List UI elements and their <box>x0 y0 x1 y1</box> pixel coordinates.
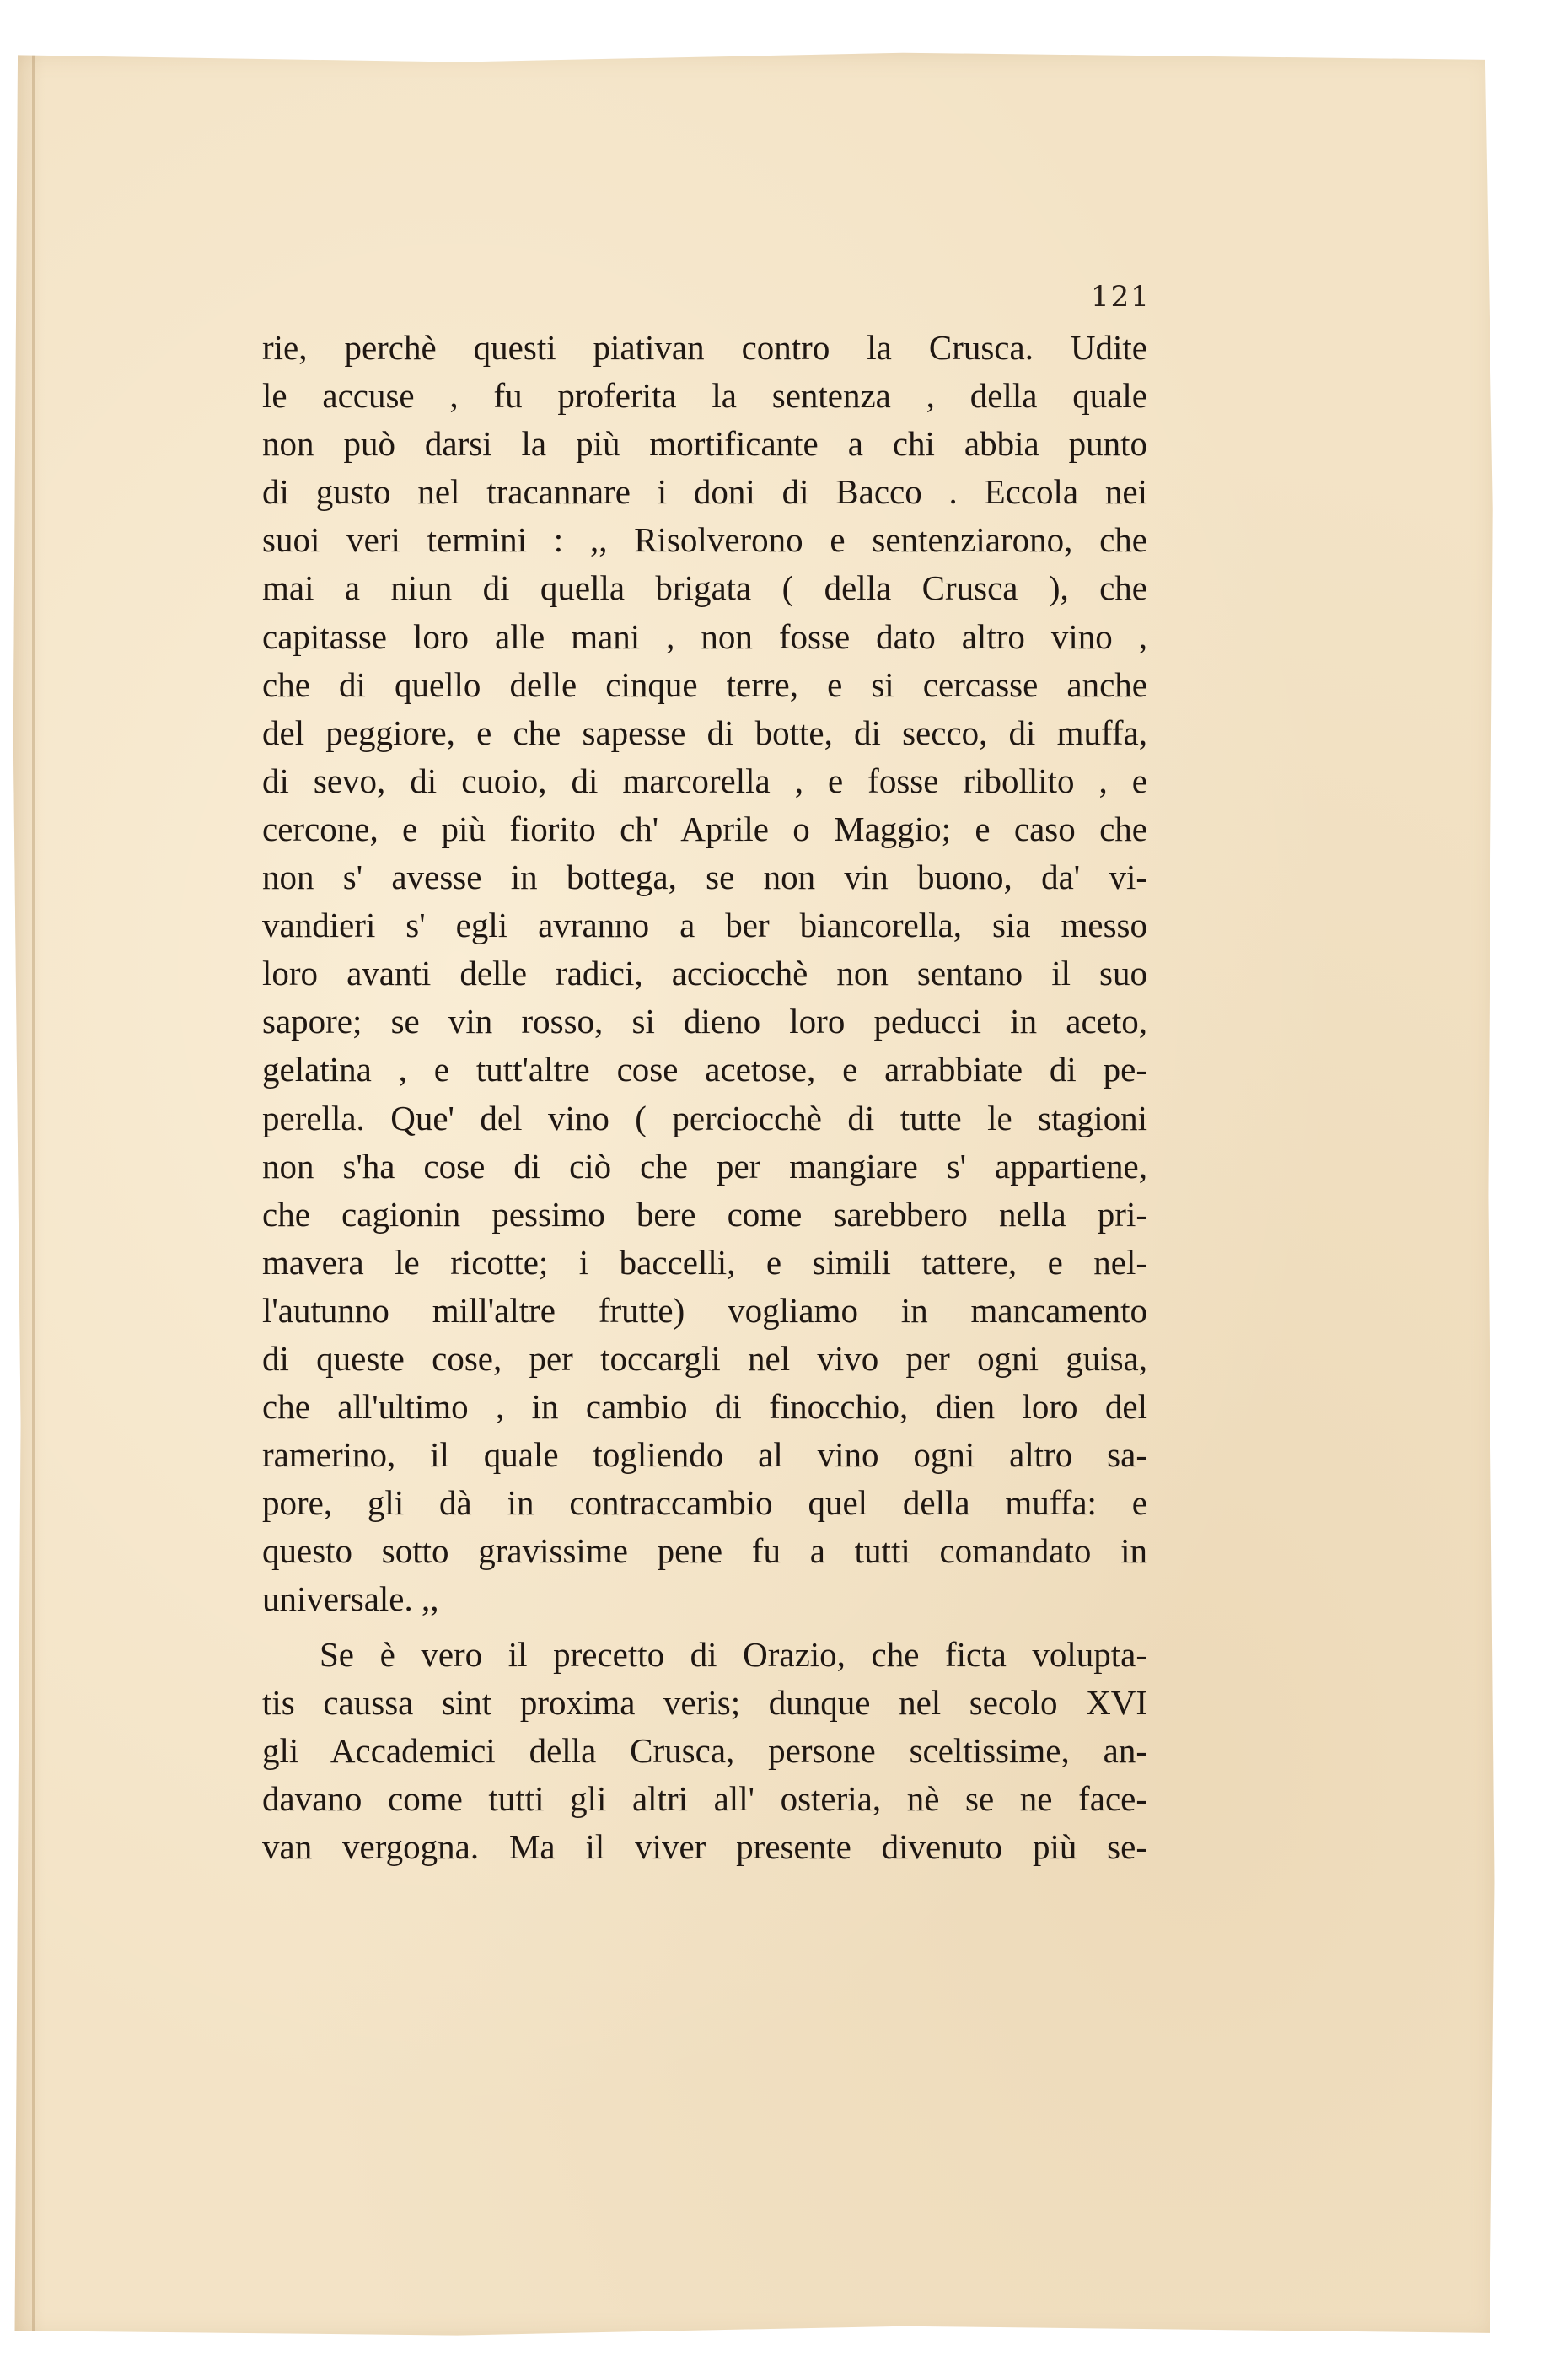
text-line: Se è vero il precetto di Orazio, che ficta volupta- <box>320 1634 1147 1674</box>
paragraph-1 <box>262 324 1147 1624</box>
text-line: non s'ha cose di ciò che per mangiare s' appartiene, <box>262 1146 1147 1186</box>
text-line: universale. ,, <box>262 1579 439 1619</box>
text-line: capitasse loro alle mani , non fosse dato altro vino , <box>262 616 1147 656</box>
text-line: che all'ultimo , in cambio di finocchio, dien loro del <box>262 1387 1147 1427</box>
text-line: l'autunno mill'altre frutte) vogliamo in mancamento <box>262 1290 1147 1330</box>
text-line: sapore; se vin rosso, si dieno loro peducci in aceto, <box>262 1002 1147 1041</box>
text-line: davano come tutti gli altri all' osteria, nè se ne face- <box>262 1778 1147 1818</box>
page-number: 121 <box>1091 280 1151 314</box>
text-line: perella. Que' del vino ( perciocchè di tutte le stagioni <box>262 1098 1147 1137</box>
text-line: le accuse , fu proferita la sentenza , della quale <box>262 376 1147 416</box>
body-text <box>262 324 1147 1871</box>
text-line: ramerino, il quale togliendo al vino ogni altro sa- <box>262 1435 1147 1475</box>
text-line: questo sotto gravissime pene fu a tutti comandato in <box>262 1531 1147 1571</box>
text-line: cercone, e più fiorito ch' Aprile o Maggio; e caso che <box>262 809 1147 848</box>
text-line: mai a niun di quella brigata ( della Crusca ), che <box>262 568 1147 608</box>
text-line: di queste cose, per toccargli nel vivo per ogni guisa, <box>262 1338 1147 1378</box>
text-line: gli Accademici della Crusca, persone sceltissime, an- <box>262 1730 1147 1770</box>
text-line: rie, perchè questi piativan contro la Crusca. Udite <box>262 328 1147 367</box>
paragraph-gap <box>262 1624 1147 1631</box>
text-line: tis caussa sint proxima veris; dunque nel secolo XVI <box>262 1682 1147 1722</box>
text-line: suoi veri termini : ,, Risolverono e sentenziarono, che <box>262 520 1147 560</box>
text-line: mavera le ricotte; i baccelli, e simili tattere, e nel- <box>262 1242 1147 1282</box>
text-line: che di quello delle cinque terre, e si cercasse anche <box>262 664 1147 704</box>
text-line: non può darsi la più mortificante a chi abbia punto <box>262 424 1147 464</box>
text-line: gelatina , e tutt'altre cose acetose, e arrabbiate di pe- <box>262 1050 1147 1089</box>
text-line: che cagionin pessimo bere come sarebbero nella pri- <box>262 1194 1147 1234</box>
paragraph-2 <box>262 1631 1147 1871</box>
text-line: pore, gli dà in contraccambio quel della muffa: e <box>262 1483 1147 1523</box>
text-line: non s' avesse in bottega, se non vin buono, da' vi- <box>262 858 1147 897</box>
text-line: di sevo, di cuoio, di marcorella , e fosse ribollito , e <box>262 761 1147 800</box>
text-line: van vergogna. Ma il viver presente divenuto più se- <box>262 1826 1147 1866</box>
text-line: loro avanti delle radici, acciocchè non sentano il suo <box>262 954 1147 993</box>
binding-fold <box>32 51 35 2340</box>
text-line: del peggiore, e che sapesse di botte, di secco, di muffa, <box>262 713 1147 752</box>
text-line: vandieri s' egli avranno a ber biancorella, sia messo <box>262 906 1147 945</box>
text-line: di gusto nel tracannare i doni di Bacco . Eccola nei <box>262 472 1147 512</box>
